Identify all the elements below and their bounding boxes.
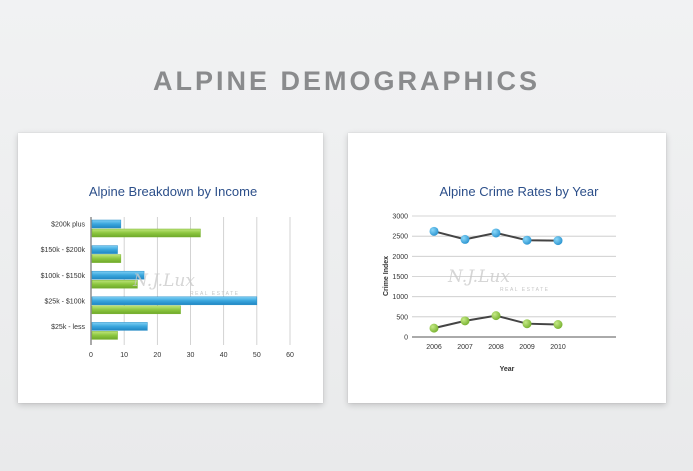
point-blue xyxy=(523,236,532,245)
point-green xyxy=(461,316,470,325)
x-tick-label: 30 xyxy=(186,352,195,359)
point-blue xyxy=(430,227,439,236)
watermark-logo: N.J.Lux xyxy=(448,267,510,287)
y-tick-label: 1500 xyxy=(392,274,408,281)
point-blue xyxy=(492,228,501,237)
y-tick-label: 0 xyxy=(404,334,408,342)
bar-green xyxy=(92,331,118,339)
crime-chart-card xyxy=(348,133,666,403)
bar-blue xyxy=(92,220,121,228)
y-tick-label: 2500 xyxy=(392,233,408,241)
watermark-logo: N.J.Lux xyxy=(133,271,195,291)
x-tick-label: 20 xyxy=(153,352,162,359)
y-tick-label: 2000 xyxy=(392,253,408,261)
x-tick-label: 0 xyxy=(89,352,93,359)
x-axis-label: Year xyxy=(499,366,515,373)
crime-chart-title: Alpine Crime Rates by Year xyxy=(439,184,599,199)
x-tick-label: 2010 xyxy=(550,344,566,351)
bar-blue xyxy=(92,322,147,330)
point-blue xyxy=(461,235,470,244)
watermark xyxy=(447,267,549,293)
x-tick-label: 60 xyxy=(286,352,294,359)
bar-green xyxy=(92,280,137,288)
page-title: ALPINE DEMOGRAPHICS xyxy=(152,66,541,96)
x-tick-label: 2009 xyxy=(519,344,535,351)
y-axis-label: Crime Index xyxy=(383,255,390,297)
watermark-subtitle: REAL ESTATE xyxy=(500,287,550,293)
bar-green xyxy=(92,306,181,314)
x-tick-label: 2008 xyxy=(488,344,504,351)
point-green xyxy=(554,320,563,329)
income-chart-title: Alpine Breakdown by Income xyxy=(88,184,258,199)
income-bar-chart xyxy=(18,133,323,403)
category-label: $200k plus xyxy=(51,221,85,229)
bar-green xyxy=(92,255,121,263)
bar-blue xyxy=(92,246,118,254)
point-green xyxy=(523,319,532,328)
category-label: $100k - $150k xyxy=(40,272,85,280)
category-label: $150k - $200k xyxy=(40,247,85,255)
category-label: $25k - $100k xyxy=(44,298,85,306)
category-label: $25k - less xyxy=(51,324,85,332)
point-green xyxy=(492,311,501,320)
point-green xyxy=(430,324,439,333)
bar-blue xyxy=(92,297,257,305)
x-tick-label: 40 xyxy=(219,352,228,359)
y-tick-label: 500 xyxy=(396,314,408,322)
x-tick-label: 10 xyxy=(120,352,129,359)
y-tick-label: 3000 xyxy=(392,213,408,221)
point-blue xyxy=(554,236,563,245)
bar-green xyxy=(92,229,200,237)
x-tick-label: 50 xyxy=(252,352,261,359)
y-tick-label: 1000 xyxy=(392,294,408,302)
x-tick-label: 2006 xyxy=(426,344,442,351)
crime-line-chart xyxy=(348,133,666,403)
watermark-subtitle: REAL ESTATE xyxy=(190,291,240,297)
income-chart-card xyxy=(18,133,323,403)
x-tick-label: 2007 xyxy=(457,344,473,351)
